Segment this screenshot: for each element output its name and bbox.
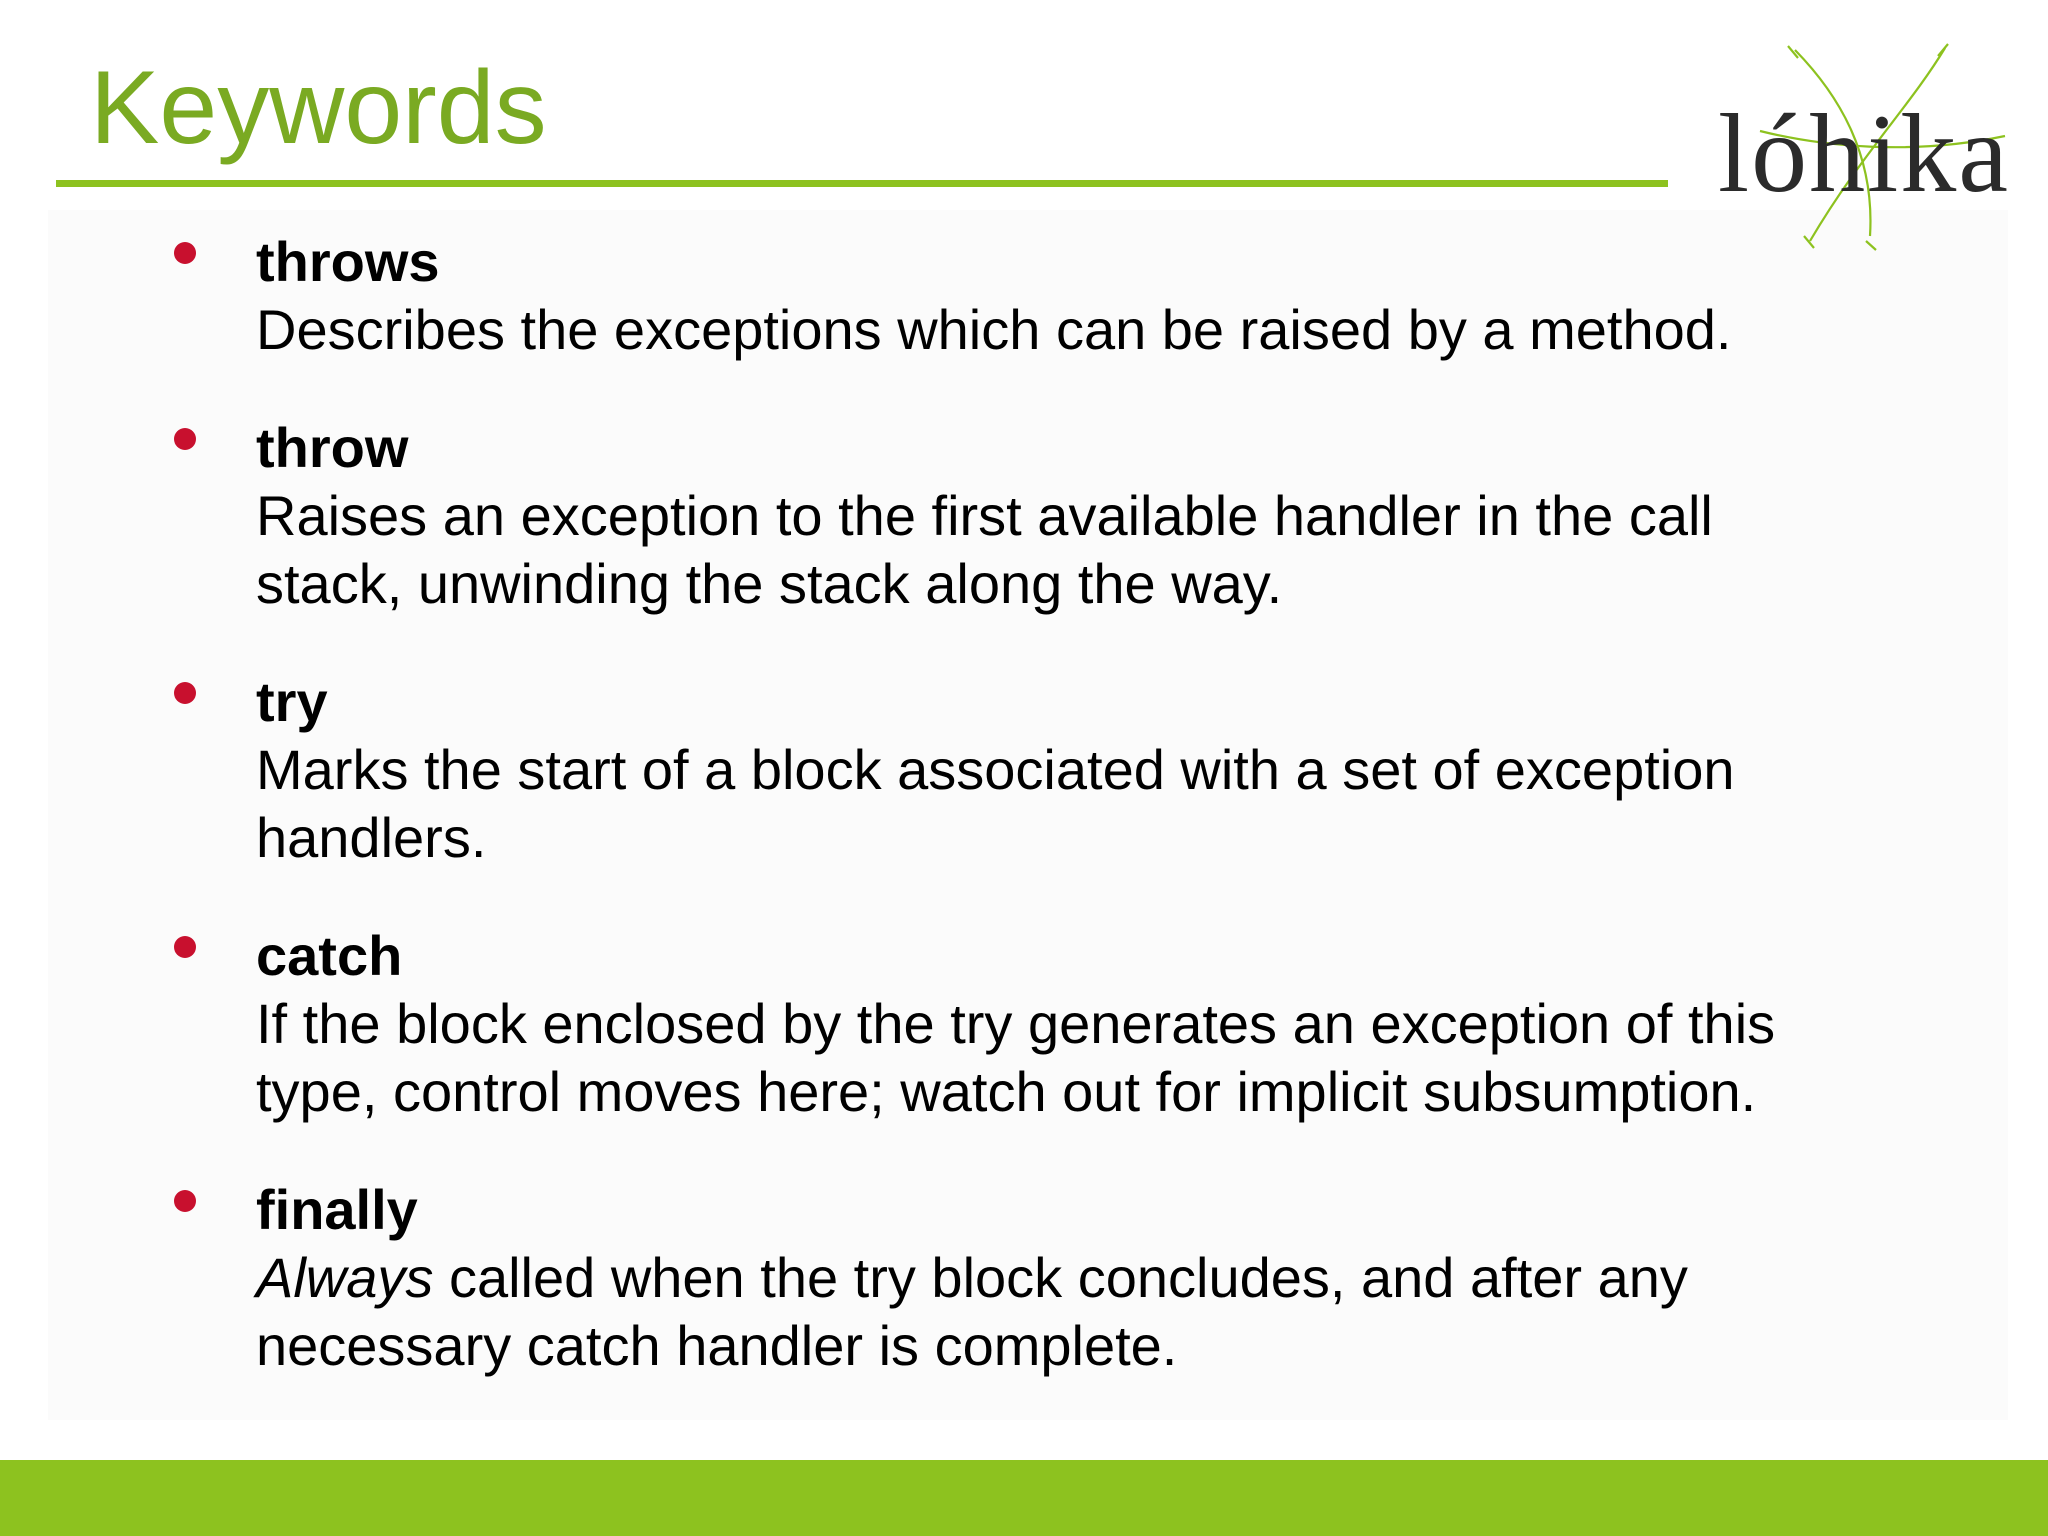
keyword-term: finally [256, 1178, 418, 1241]
slide-title: Keywords [90, 50, 547, 166]
keyword-description: Marks the start of a block associated with a set of exception handlers. [256, 738, 1735, 869]
emphasis-text: Always [256, 1246, 434, 1309]
keyword-term: try [256, 670, 328, 733]
keyword-list [0, 228, 2048, 1430]
logo-wordmark: lóhika [1718, 92, 2010, 216]
lohika-logo [1700, 36, 2030, 256]
keyword-term: catch [256, 924, 403, 987]
list-item [0, 228, 2048, 364]
keyword-term: throw [256, 416, 409, 479]
title-underline [56, 180, 1668, 187]
keyword-description: If the block enclosed by the try generates an exception of this type, control moves here; watch out for implicit subsumption. [256, 992, 1776, 1123]
bullet-dot-icon [174, 428, 196, 450]
keyword-term: throws [256, 230, 440, 293]
bullet-dot-icon [174, 1190, 196, 1212]
list-item [0, 668, 2048, 872]
keyword-description: Describes the exceptions which can be raised by a method. [256, 298, 1732, 361]
keyword-description: Raises an exception to the first available handler in the call stack, unwinding the stack along the way. [256, 484, 1713, 615]
footer-band [0, 1460, 2048, 1536]
description-text: called when the try block concludes, and after any necessary catch handler is complete. [256, 1246, 1688, 1377]
list-item [0, 414, 2048, 618]
keyword-description [256, 1244, 1868, 1380]
list-item [0, 1176, 2048, 1380]
bullet-dot-icon [174, 936, 196, 958]
bullet-dot-icon [174, 682, 196, 704]
bullet-dot-icon [174, 242, 196, 264]
list-item [0, 922, 2048, 1126]
